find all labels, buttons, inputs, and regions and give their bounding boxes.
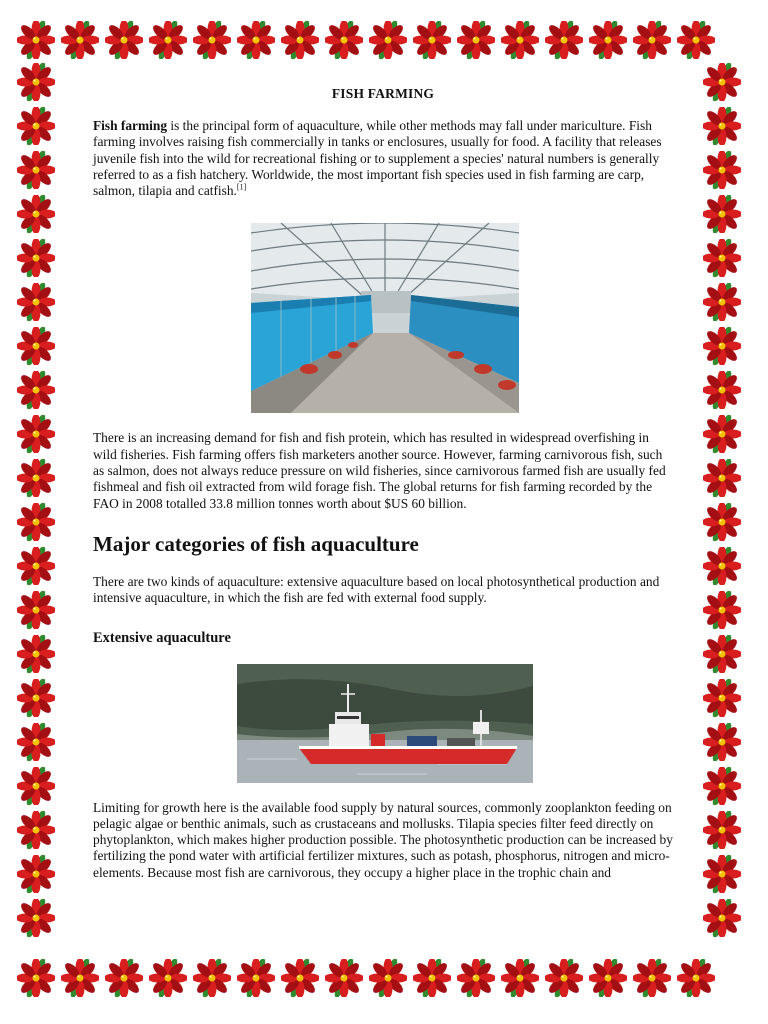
document-body (93, 86, 673, 881)
poinsettia-icon (325, 959, 363, 997)
poinsettia-icon (17, 415, 55, 453)
poinsettia-icon (61, 21, 99, 59)
poinsettia-icon (369, 21, 407, 59)
poinsettia-icon (703, 283, 741, 321)
poinsettia-icon (281, 21, 319, 59)
poinsettia-icon (17, 195, 55, 233)
poinsettia-icon (457, 21, 495, 59)
poinsettia-icon (677, 959, 715, 997)
poinsettia-icon (17, 107, 55, 145)
poinsettia-icon (237, 21, 275, 59)
poinsettia-icon (703, 723, 741, 761)
intro-bold-term: Fish farming (93, 118, 168, 133)
poinsettia-icon (501, 21, 539, 59)
poinsettia-icon (17, 855, 55, 893)
poinsettia-icon (703, 503, 741, 541)
poinsettia-icon (703, 415, 741, 453)
poinsettia-icon (703, 547, 741, 585)
poinsettia-icon (545, 959, 583, 997)
poinsettia-icon (703, 591, 741, 629)
poinsettia-icon (17, 959, 55, 997)
poinsettia-icon (501, 959, 539, 997)
poinsettia-icon (17, 591, 55, 629)
poinsettia-icon (149, 959, 187, 997)
border-top (14, 18, 754, 70)
intro-text: is the principal form of aquaculture, while other methods may fall under mariculture. Fish farming involves raising fish commercially in tanks or enclosures, usually for food. A facility that releases juvenile fish into the wild for recreational fishing or to supplement a species' natural numbers is generally referred to as a fish hatchery. Worldwide, the most important fish species used in fish farming are carp, salmon, tilapia and catfish. (93, 118, 662, 199)
poinsettia-icon (369, 959, 407, 997)
poinsettia-icon (237, 959, 275, 997)
poinsettia-icon (17, 283, 55, 321)
poinsettia-icon (17, 327, 55, 365)
poinsettia-icon (17, 679, 55, 717)
poinsettia-icon (17, 21, 55, 59)
categories-paragraph: There are two kinds of aquaculture: extensive aquaculture based on local photosynthetical production and intensive aquaculture, in which the fish are fed with external food supply. (93, 573, 660, 606)
poinsettia-icon (17, 899, 55, 937)
poinsettia-icon (193, 959, 231, 997)
poinsettia-icon (17, 503, 55, 541)
poinsettia-icon (413, 959, 451, 997)
poinsettia-icon (703, 767, 741, 805)
poinsettia-icon (633, 21, 671, 59)
poinsettia-icon (105, 959, 143, 997)
poinsettia-icon (703, 239, 741, 277)
food-supply-paragraph: Limiting for growth here is the available food supply by natural sources, commonly zooplankton feeding on pelagic algae or benthic animals, such as crustaceans and mollusks. Tilapia species filter feed directly on phytoplankton, which makes higher production possible. The photosynthetic production can be increased by fertilizing the pond water with artificial fertilizer mixtures, such as potash, phosphorus, nitrogen and micro-elements. Because most fish are carnivorous, they occupy a higher place in the trophic chain and (93, 799, 673, 880)
poinsettia-icon (545, 21, 583, 59)
poinsettia-icon (413, 21, 451, 59)
poinsettia-icon (17, 239, 55, 277)
poinsettia-icon (703, 327, 741, 365)
page-title: FISH FARMING (331, 86, 435, 101)
poinsettia-icon (703, 459, 741, 497)
fishing-boat-image (237, 664, 533, 783)
border-bottom (14, 956, 754, 1008)
intro-paragraph (93, 118, 673, 199)
poinsettia-icon (17, 371, 55, 409)
poinsettia-icon (703, 151, 741, 189)
poinsettia-icon (17, 63, 55, 101)
poinsettia-icon (17, 635, 55, 673)
poinsettia-icon (703, 899, 741, 937)
poinsettia-icon (677, 21, 715, 59)
subsection-heading-extensive: Extensive aquaculture (93, 629, 231, 646)
border-left (14, 60, 66, 960)
poinsettia-icon (703, 63, 741, 101)
poinsettia-icon (61, 959, 99, 997)
poinsettia-icon (149, 21, 187, 59)
poinsettia-icon (589, 959, 627, 997)
poinsettia-icon (703, 855, 741, 893)
poinsettia-icon (703, 371, 741, 409)
poinsettia-icon (17, 811, 55, 849)
poinsettia-icon (703, 195, 741, 233)
poinsettia-icon (281, 959, 319, 997)
poinsettia-icon (703, 679, 741, 717)
poinsettia-icon (325, 21, 363, 59)
poinsettia-icon (105, 21, 143, 59)
poinsettia-icon (703, 107, 741, 145)
section-heading-major-categories: Major categories of fish aquaculture (93, 531, 419, 556)
poinsettia-icon (17, 151, 55, 189)
citation-link[interactable]: [1] (236, 182, 247, 192)
poinsettia-icon (633, 959, 671, 997)
poinsettia-icon (17, 547, 55, 585)
poinsettia-icon (17, 767, 55, 805)
poinsettia-icon (703, 811, 741, 849)
poinsettia-icon (457, 959, 495, 997)
poinsettia-icon (17, 459, 55, 497)
poinsettia-icon (589, 21, 627, 59)
poinsettia-icon (17, 723, 55, 761)
poinsettia-icon (703, 635, 741, 673)
fish-farm-greenhouse-image (251, 223, 519, 413)
poinsettia-icon (193, 21, 231, 59)
border-right (700, 60, 752, 960)
demand-paragraph: There is an increasing demand for fish and fish protein, which has resulted in widespread overfishing in wild fisheries. Fish farming offers fish marketers another source. However, farming carnivorous fish, such as salmon, does not always reduce pressure on wild fisheries, since carnivorous farmed fish are usually fed fishmeal and fish oil extracted from wild forage fish. The global returns for fish farming recorded by the FAO in 2008 totalled 33.8 million tonnes worth about $US 60 billion. (93, 430, 666, 511)
